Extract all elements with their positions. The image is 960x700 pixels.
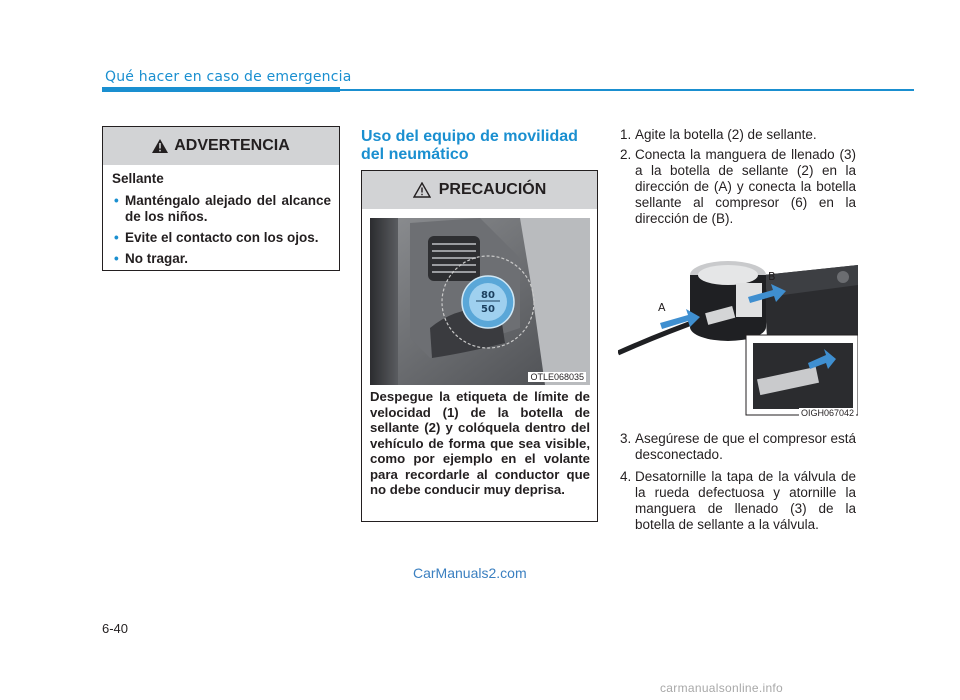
step-item: 4. Desatornille la tapa de la válvula de la rueda defectuosa y atornille la manguera de llenado (3) de la botella de sellante a la válvula. xyxy=(620,469,856,532)
illustration-code: OIGH067042 xyxy=(800,408,854,418)
watermark-link[interactable]: CarManuals2.com xyxy=(413,565,527,581)
bullet-icon: • xyxy=(114,193,119,208)
speed-label-bottom-text: 50 xyxy=(481,304,495,315)
compressor-illustration xyxy=(618,235,858,421)
step-item: 1. Agite la botella (2) de sellante. xyxy=(620,127,817,142)
warning-triangle-icon xyxy=(152,139,168,153)
section-header: Qué hacer en caso de emergencia xyxy=(105,69,352,85)
list-item: • Evite el contacto con los ojos. xyxy=(114,230,319,245)
caution-box xyxy=(361,170,598,522)
bullet-icon: • xyxy=(114,251,119,266)
steps-list-top xyxy=(620,127,856,227)
warning-title: ADVERTENCIA xyxy=(174,137,290,154)
speed-label-top-text: 80 xyxy=(481,290,495,301)
photo-code: OTLE068035 xyxy=(530,372,584,382)
warning-list xyxy=(112,193,331,267)
caution-text: Despegue la etiqueta de límite de velocidad (1) de la botella de sellante (2) y colóquela dentro del vehículo de forma que sea visible, como por ejemplo en el volante para recordarle al conductor que no debe conducir muy deprisa. xyxy=(370,389,590,497)
label-a: A xyxy=(658,301,666,314)
compressor-drawing xyxy=(618,235,858,421)
step-item: 3. Asegúrese de que el compresor está desconectado. xyxy=(620,431,856,462)
warning-header xyxy=(103,127,339,165)
speed-label-photo xyxy=(370,218,590,385)
step-item: 2. Conecta la manguera de llenado (3) a la botella de sellante (2) en la dirección de (A) y conecta la botella sellante al compresor (6) en la dirección de (B). xyxy=(620,147,856,226)
header-rule xyxy=(102,89,914,91)
label-b: B xyxy=(768,270,776,283)
list-item: • No tragar. xyxy=(114,251,189,266)
warning-body xyxy=(103,165,339,267)
section-title: Uso del equipo de movilidad del neumático xyxy=(361,128,578,163)
steps-list-bottom xyxy=(620,431,856,539)
dashboard-photo-illustration xyxy=(370,218,590,385)
footer-watermark: carmanualsonline.info xyxy=(660,681,784,695)
page-number: 6-40 xyxy=(102,621,129,636)
caution-triangle-icon xyxy=(413,182,431,198)
warning-box xyxy=(102,126,340,271)
caution-title: PRECAUCIÓN xyxy=(438,181,547,198)
warning-subtitle: Sellante xyxy=(112,171,164,186)
caution-header xyxy=(362,171,597,209)
bullet-icon: • xyxy=(114,230,119,245)
list-item: • Manténgalo alejado del alcance de los niños. xyxy=(114,193,331,224)
